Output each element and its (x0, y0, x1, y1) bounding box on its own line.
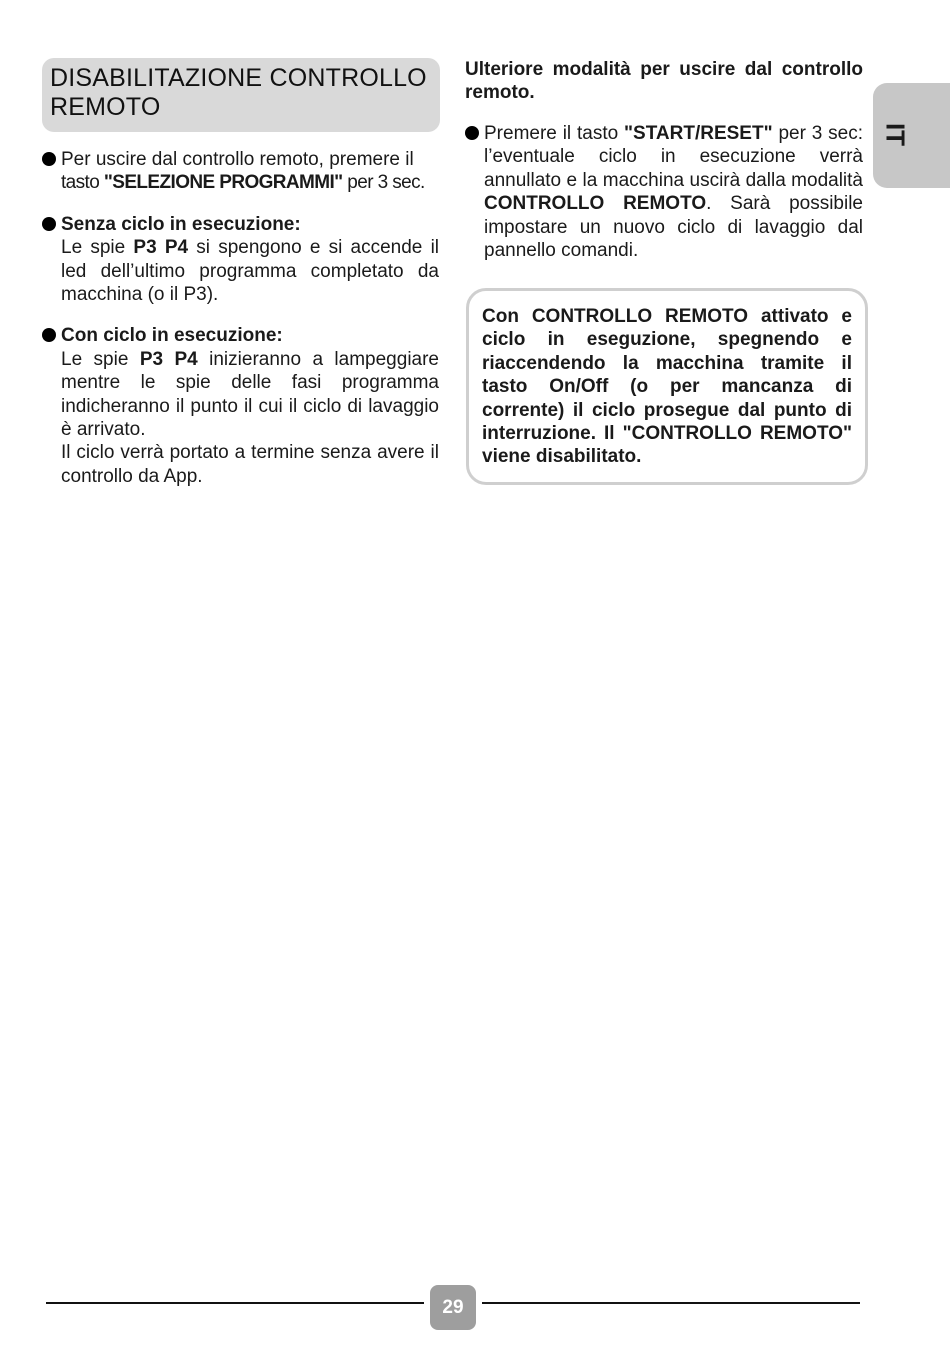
item-prefix: tasto (61, 172, 104, 194)
bullet-icon (42, 152, 56, 166)
item-suffix: per 3 sec. (342, 172, 425, 194)
section-heading-box (42, 58, 440, 132)
item-instruction (61, 172, 425, 193)
left-column (42, 148, 439, 506)
bullet-icon (42, 217, 56, 231)
bullet-icon (465, 126, 479, 140)
item-extra: Il ciclo verrà portato a termine senza avere il controllo da App. (61, 442, 439, 487)
item-heading: Con ciclo in esecuzione: (61, 325, 283, 347)
item-text (61, 324, 439, 488)
item-mode: CONTROLLO REMOTO (484, 193, 707, 215)
item-post: si spengono e si accende il led dell’ultimo programma completato da macchina (o il P3). (61, 237, 440, 306)
bullet-icon (42, 328, 56, 342)
section-title: DISABILITAZIONE CONTROLLO REMOTO (50, 64, 427, 121)
language-label: IT (880, 122, 911, 147)
list-item (42, 324, 439, 488)
start-reset-button-label: "START/RESET" (624, 123, 773, 144)
note-text: Con CONTROLLO REMOTO attivato e ciclo in eseguzione, spegnendo e riaccendendo la macchina tramite il tasto On/Off (o per mancanza di corrente) il ciclo prosegue dal punto di interruzione. Il "CONTROLLO REMOTO" viene disabilitato. (482, 306, 852, 468)
item-heading: Senza ciclo in esecuzione: (61, 213, 301, 235)
item-lights: P3 P4 (139, 348, 198, 370)
page-number: 29 (430, 1285, 476, 1330)
item-text (61, 213, 439, 307)
item-intro: Per uscire dal controllo remoto, premere il (61, 149, 414, 170)
list-item (42, 213, 439, 307)
program-select-button-label: "SELEZIONE PROGRAMMI" (103, 172, 343, 194)
right-heading: Ulteriore modalità per uscire dal controllo remoto. (465, 59, 863, 103)
item-pre: Premere il tasto (484, 123, 625, 144)
note-box (466, 288, 868, 485)
list-item (42, 148, 439, 195)
item-post: inizieranno a lampeggiare mentre le spie delle fasi programma indicheranno il punto il cui il ciclo di lavaggio è arrivato. (61, 348, 440, 441)
right-column (465, 58, 863, 280)
language-tab (873, 83, 950, 188)
list-item (465, 122, 863, 262)
footer-divider-right (482, 1302, 860, 1304)
item-pre: Le spie (61, 237, 134, 259)
item-text (61, 148, 439, 195)
item-post: . Sarà possibile impostare un nuovo ciclo di lavaggio dal pannello comandi. (484, 193, 863, 262)
item-mid: per 3 sec: l’eventuale ciclo in esecuzione verrà annullato e la macchina uscirà dalla modalità (484, 123, 863, 191)
item-text (484, 122, 863, 262)
item-pre: Le spie (61, 348, 140, 370)
footer-divider-left (46, 1302, 424, 1304)
item-lights: P3 P4 (133, 237, 189, 259)
